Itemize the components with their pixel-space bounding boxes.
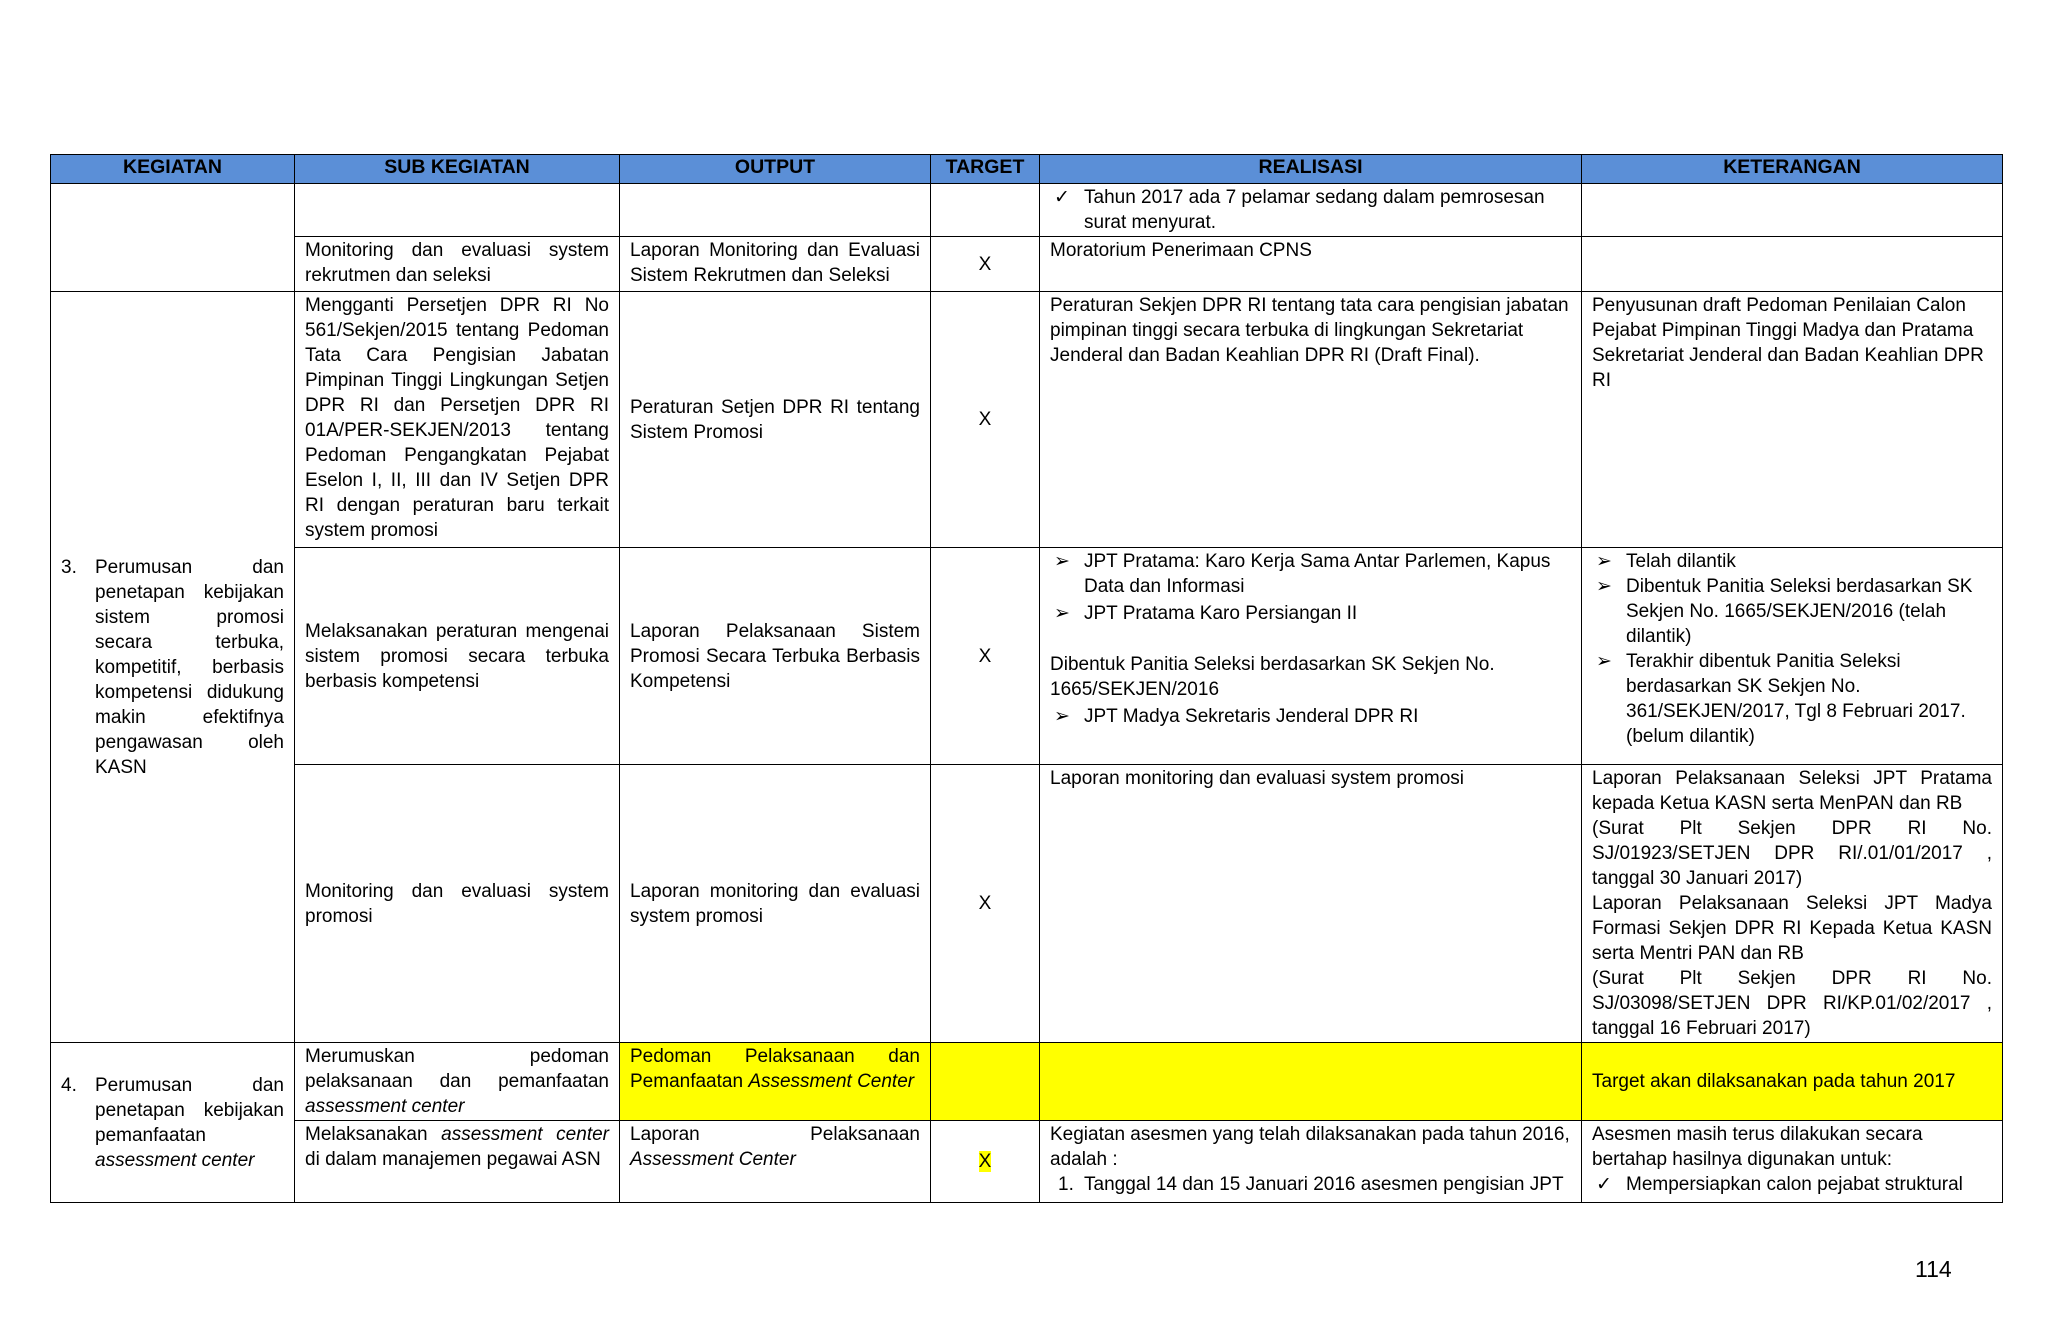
realisasi-text: Dibentuk Panitia Seleksi berdasarkan SK Sekjen No. 1665/SEKJEN/2016	[1050, 654, 1495, 700]
keterangan-cell	[1582, 237, 2003, 292]
target-cell	[931, 184, 1040, 237]
sub-kegiatan-cell: Merumuskan pedoman pelaksanaan dan pemanfaatan assessment center	[295, 1043, 620, 1121]
item-number: 4.	[61, 1074, 77, 1096]
sub-kegiatan-cell: Monitoring dan evaluasi system promosi	[295, 765, 620, 1043]
header-kegiatan: KEGIATAN	[51, 155, 295, 184]
keterangan-paragraph: Laporan Pelaksanaan Seleksi JPT Pratama kepada Ketua KASN serta MenPAN dan RB	[1592, 768, 1992, 814]
sub-kegiatan-cell	[295, 184, 620, 237]
output-cell: Laporan Monitoring dan Evaluasi Sistem Rekrutmen dan Seleksi	[620, 237, 931, 292]
table-row	[51, 237, 2003, 292]
sub-kegiatan-cell: Melaksanakan assessment center di dalam manajemen pegawai ASN	[295, 1121, 620, 1203]
arrow-bullet-icon: ➢	[1596, 551, 1612, 572]
output-cell-highlighted: Pedoman Pelaksanaan dan Pemanfaatan Assessment Center	[620, 1043, 931, 1121]
table-row	[51, 1043, 2003, 1121]
arrow-bullet-icon: ➢	[1596, 576, 1612, 597]
realisasi-cell-highlighted	[1040, 1043, 1582, 1121]
list-item: ➢ Terakhir dibentuk Panitia Seleksi berdasarkan SK Sekjen No. 361/SEKJEN/2017, Tgl 8 Februari 2017. (belum dilantik)	[1596, 651, 1966, 747]
keterangan-paragraph: (Surat Plt Sekjen DPR RI No. SJ/01923/SETJEN DPR RI/.01/01/2017 , tanggal 30 Januari 2017)	[1592, 818, 1992, 889]
kegiatan-cell	[51, 292, 295, 1043]
keterangan-paragraph: (Surat Plt Sekjen DPR RI No. SJ/03098/SETJEN DPR RI/KP.01/02/2017 , tanggal 16 Februari 2017)	[1592, 968, 1992, 1039]
keterangan-paragraph: Laporan Pelaksanaan Seleksi JPT Madya Formasi Sekjen DPR RI Kepada Ketua KASN serta Mentri PAN dan RB	[1592, 893, 1992, 964]
header-realisasi: REALISASI	[1040, 155, 1582, 184]
kegiatan-text: Perumusan dan penetapan kebijakan pemanfaatan	[95, 1074, 284, 1146]
checkmark-icon: ✓	[1054, 187, 1070, 208]
table-row	[51, 765, 2003, 1043]
list-item: ✓ Tahun 2017 ada 7 pelamar sedang dalam pemrosesan surat menyurat.	[1054, 187, 1545, 233]
realisasi-cell: Moratorium Penerimaan CPNS	[1040, 237, 1582, 292]
list-item: ➢ Dibentuk Panitia Seleksi berdasarkan SK Sekjen No. 1665/SEKJEN/2016 (telah dilantik)	[1596, 576, 1973, 647]
output-cell: Laporan Pelaksanaan Assessment Center	[620, 1121, 931, 1203]
target-cell	[931, 1121, 1040, 1203]
sub-kegiatan-cell: Mengganti Persetjen DPR RI No 561/Sekjen/2015 tentang Pedoman Tata Cara Pengisian Jabatan Pimpinan Tinggi Lingkungan Setjen DPR RI dan Persetjen DPR RI 01A/PER-SEKJEN/2013 tentang Pedoman Pengangkatan Pejabat Eselon I, II, III dan IV Setjen DPR RI dengan peraturan baru terkait system promosi	[295, 292, 620, 548]
realisasi-cell: Peraturan Sekjen DPR RI tentang tata cara pengisian jabatan pimpinan tinggi secara terbuka di lingkungan Sekretariat Jenderal dan Badan Keahlian DPR RI (Draft Final).	[1040, 292, 1582, 548]
list-item: ➢ JPT Pratama Karo Persiangan II	[1054, 603, 1358, 624]
target-cell-highlighted	[931, 1043, 1040, 1121]
output-cell: Laporan monitoring dan evaluasi system promosi	[620, 765, 931, 1043]
keterangan-cell	[1582, 184, 2003, 237]
list-item: ➢ JPT Madya Sekretaris Jenderal DPR RI	[1054, 706, 1419, 727]
page-number: 114	[1915, 1256, 1952, 1282]
keterangan-cell	[1582, 765, 2003, 1043]
results-table	[50, 154, 2003, 1203]
kegiatan-text-italic: assessment center	[95, 1149, 255, 1171]
arrow-bullet-icon: ➢	[1054, 706, 1070, 727]
realisasi-cell	[1040, 1121, 1582, 1203]
item-number: 3.	[61, 556, 77, 578]
header-sub-kegiatan: SUB KEGIATAN	[295, 155, 620, 184]
list-item: ➢ JPT Pratama: Karo Kerja Sama Antar Parlemen, Kapus Data dan Informasi	[1054, 551, 1551, 597]
realisasi-cell	[1040, 184, 1582, 237]
arrow-bullet-icon: ➢	[1596, 651, 1612, 672]
target-cell: X	[931, 237, 1040, 292]
table-row	[51, 184, 2003, 237]
realisasi-cell: Laporan monitoring dan evaluasi system promosi	[1040, 765, 1582, 1043]
list-item: 1. Tanggal 14 dan 15 Januari 2016 asesmen pengisian JPT	[1058, 1174, 1564, 1195]
target-cell: X	[931, 765, 1040, 1043]
header-keterangan: KETERANGAN	[1582, 155, 2003, 184]
sub-kegiatan-cell: Monitoring dan evaluasi system rekrutmen dan seleksi	[295, 237, 620, 292]
list-item: ✓ Mempersiapkan calon pejabat struktural	[1596, 1174, 1963, 1195]
kegiatan-text: Perumusan dan penetapan kebijakan sistem promosi secara terbuka, kompetitif, berbasis kompetensi didukung makin efektifnya pengawasan oleh KASN	[95, 556, 284, 778]
realisasi-text: Kegiatan asesmen yang telah dilaksanakan pada tahun 2016, adalah :	[1050, 1124, 1570, 1170]
realisasi-cell	[1040, 548, 1582, 765]
list-item: ➢ Telah dilantik	[1596, 551, 1736, 572]
output-cell	[620, 184, 931, 237]
output-cell: Peraturan Setjen DPR RI tentang Sistem Promosi	[620, 292, 931, 548]
keterangan-cell	[1582, 548, 2003, 765]
header-output: OUTPUT	[620, 155, 931, 184]
keterangan-cell: Penyusunan draft Pedoman Penilaian Calon Pejabat Pimpinan Tinggi Madya dan Pratama Sekretariat Jenderal dan Badan Keahlian DPR RI	[1582, 292, 2003, 548]
arrow-bullet-icon: ➢	[1054, 551, 1070, 572]
target-cell: X	[931, 292, 1040, 548]
keterangan-cell	[1582, 1121, 2003, 1203]
keterangan-cell-highlighted: Target akan dilaksanakan pada tahun 2017	[1582, 1043, 2003, 1121]
kegiatan-cell-empty	[51, 184, 295, 292]
checkmark-icon: ✓	[1596, 1174, 1612, 1195]
header-target: TARGET	[931, 155, 1040, 184]
table-header-row	[51, 155, 2003, 184]
keterangan-text: Asesmen masih terus dilakukan secara bertahap hasilnya digunakan untuk:	[1592, 1124, 1923, 1170]
table-row	[51, 1121, 2003, 1203]
arrow-bullet-icon: ➢	[1054, 603, 1070, 624]
kegiatan-cell	[51, 1043, 295, 1203]
sub-kegiatan-cell: Melaksanakan peraturan mengenai sistem promosi secara terbuka berbasis kompetensi	[295, 548, 620, 765]
target-cell: X	[931, 548, 1040, 765]
target-highlight: X	[978, 1151, 992, 1172]
table-row	[51, 292, 2003, 548]
output-cell: Laporan Pelaksanaan Sistem Promosi Secara Terbuka Berbasis Kompetensi	[620, 548, 931, 765]
table-row	[51, 548, 2003, 765]
